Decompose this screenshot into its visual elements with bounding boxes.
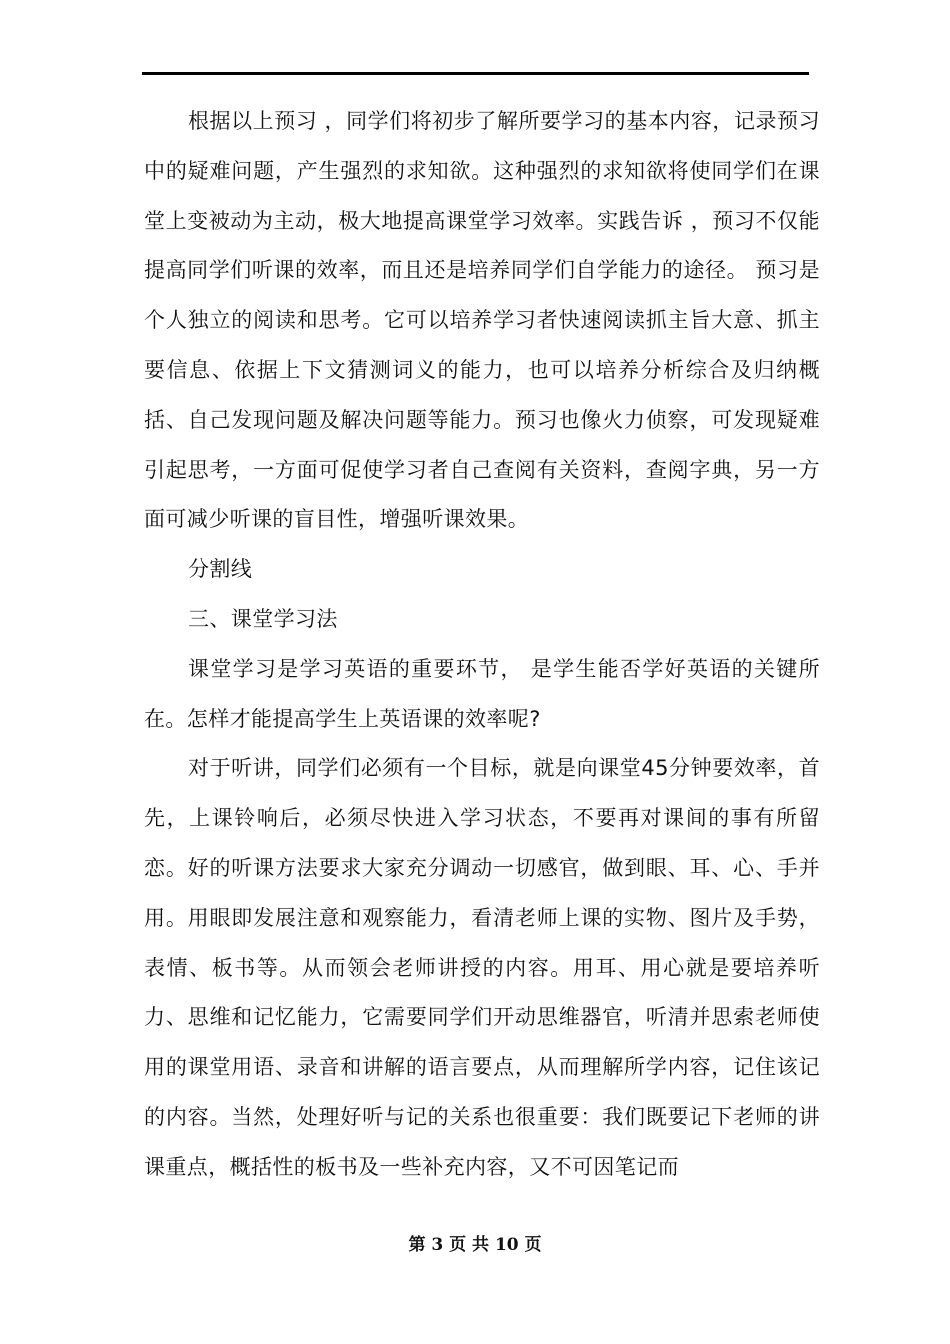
- paragraph-classroom-intro: 课堂学习是学习英语的重要环节， 是学生能否学好英语的关键所在。怎样才能提高学生上英语课的效率呢?: [144, 656, 820, 731]
- header-rule: [142, 72, 809, 75]
- paragraph-preview-method: 根据以上预习 ，同学们将初步了解所要学习的基本内容，记录预习中的疑难问题，产生强烈的求知欲。这种强烈的求知欲将使同学们在课堂上变被动为主动，极大地提高课堂学习效率。实践告诉 ，预习不仅能提高同学们听课的效率，而且还是培养同学们自学能力的途径。 预习是个人独立的阅读和思考。它可以培养学习者快速阅读抓主旨大意、抓主要信息、依据上下文猜测词义的能力，也可以培养分析综合及归纳概括、自己发现问题及解决问题等能力。预习也像火力侦察，可发现疑难引起思考，一方面可促使学习者自己查阅有关资料，查阅字典，另一方面可减少听课的盲目性，增强听课效果。: [144, 109, 820, 532]
- paragraph-divider-label: 分割线: [188, 557, 253, 582]
- page-number: 第 3 页 共 10 页: [408, 1235, 542, 1255]
- document-body: [144, 97, 820, 1193]
- paragraph-listening: 对于听讲，同学们必须有一个目标，就是向课堂45分钟要效率，首先，上课铃响后，必须尽快进入学习状态，不要再对课间的事有所留恋。好的听课方法要求大家充分调动一切感官，做到眼、耳、心、手并用。用眼即发展注意和观察能力，看清老师上课的实物、图片及手势，表情、板书等。从而领会老师讲授的内容。用耳、用心就是要培养听力、思维和记忆能力，它需要同学们开动思维器官，听清并思索老师使用的课堂用语、录音和讲解的语言要点，从而理解所学内容，记住该记的内容。当然，处理好听与记的关系也很重要：我们既要记下老师的讲课重点，概括性的板书及一些补充内容，又不可因笔记而: [144, 756, 820, 1179]
- section-heading: 三、课堂学习法: [188, 606, 338, 631]
